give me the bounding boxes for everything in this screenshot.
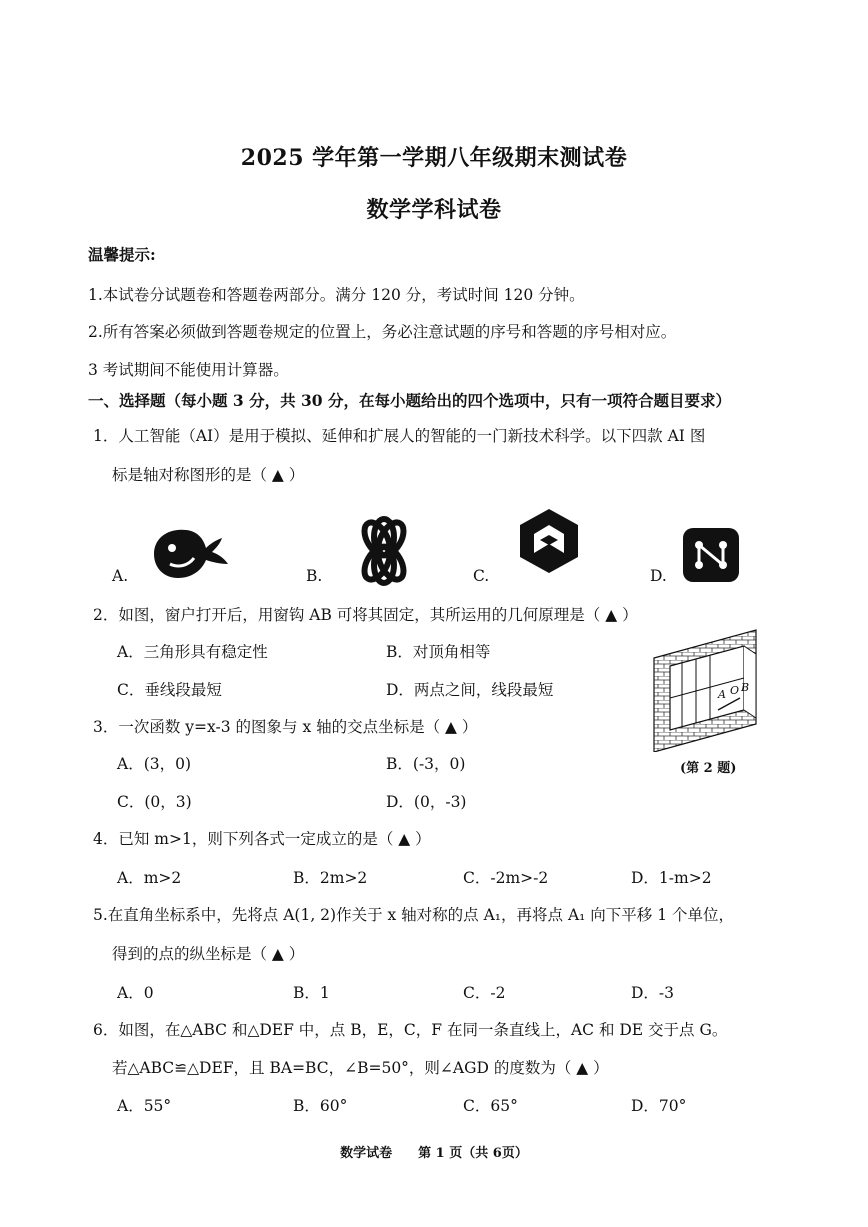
q1-stem-line1: 1．人工智能（AI）是用于模拟、延伸和扩展人的智能的一门新技术科学。以下四款 AI 图 xyxy=(93,427,706,445)
page-title: 2025 学年第一学期八年级期末测试卷 xyxy=(240,145,628,171)
figure-label-o: O xyxy=(730,684,740,697)
q2-option-a: A．三角形具有稳定性 xyxy=(117,643,268,661)
q4-stem: 4．已知 m>1，则下列各式一定成立的是（ ▲ ） xyxy=(93,830,431,848)
page-footer: 数学试卷 第 1 页（共 6页） xyxy=(340,1146,528,1161)
q2-stem: 2．如图，窗户打开后，用窗钩 AB 可将其固定，其所运用的几何原理是（ ▲ ） xyxy=(93,606,638,624)
q6-option-c: C．65° xyxy=(463,1097,518,1115)
q3-stem: 3．一次函数 y=x-3 的图象与 x 轴的交点坐标是（ ▲ ） xyxy=(93,718,478,736)
q1-option-a: A. xyxy=(112,567,129,585)
q5-option-d: D．-3 xyxy=(631,984,675,1002)
q4-option-b: B．2m>2 xyxy=(293,869,368,887)
q1-option-b: B. xyxy=(306,567,323,585)
figure-label-b: B xyxy=(741,681,750,694)
q3-option-b: B．(-3，0) xyxy=(386,755,466,773)
q1-option-d: D. xyxy=(650,567,667,585)
q4-option-d: D．1-m>2 xyxy=(631,869,712,887)
q6-stem-line1: 6．如图，在△ABC 和△DEF 中，点 B，E，C，F 在同一条直线上，AC 和 DE 交于点 G。 xyxy=(93,1021,728,1039)
figure-label-a: A xyxy=(718,688,726,701)
q5-stem-line1: 5.在直角坐标系中，先将点 A(1, 2)作关于 x 轴对称的点 A₁，再将点 A₁ 向下平移 1 个单位， xyxy=(93,906,734,924)
note-item-3: 3 考试期间不能使用计算器。 xyxy=(88,361,289,379)
q2-option-c: C．垂线段最短 xyxy=(117,681,222,699)
note-item-1: 1.本试卷分试题卷和答题卷两部分。满分 120 分，考试时间 120 分钟。 xyxy=(88,286,585,304)
q5-option-c: C．-2 xyxy=(463,984,506,1002)
q1-option-c: C. xyxy=(473,567,490,585)
q4-option-a: A．m>2 xyxy=(117,869,182,887)
nodes-logo-icon xyxy=(682,527,740,583)
knot-logo-icon xyxy=(348,515,420,587)
q4-option-c: C．-2m>-2 xyxy=(463,869,549,887)
q2-option-b: B．对顶角相等 xyxy=(386,643,491,661)
q5-stem-line2: 得到的点的纵坐标是（ ▲ ） xyxy=(112,945,305,963)
whale-logo-icon xyxy=(150,524,234,580)
page-subtitle: 数学学科试卷 xyxy=(366,197,502,223)
q6-option-b: B．60° xyxy=(293,1097,348,1115)
q3-option-a: A．(3，0) xyxy=(117,755,192,773)
q5-option-a: A．0 xyxy=(117,984,154,1002)
hexagon-logo-icon xyxy=(518,507,580,575)
figure-caption: (第 2 题) xyxy=(680,761,737,776)
q2-option-d: D．两点之间，线段最短 xyxy=(386,681,554,699)
q1-stem-line2: 标是轴对称图形的是（ ▲ ） xyxy=(112,466,305,484)
q3-option-d: D．(0，-3) xyxy=(386,793,467,811)
q6-option-d: D．70° xyxy=(631,1097,687,1115)
q5-option-b: B．1 xyxy=(293,984,330,1002)
q6-stem-line2: 若△ABC≌△DEF，且 BA=BC，∠B=50°，则∠AGD 的度数为（ ▲ ） xyxy=(112,1059,609,1077)
q6-option-a: A．55° xyxy=(117,1097,172,1115)
note-item-2: 2.所有答案必须做到答题卷规定的位置上，务必注意试题的序号和答题的序号相对应。 xyxy=(88,323,677,341)
notes-heading: 温馨提示: xyxy=(88,245,156,264)
section-heading: 一、选择题（每小题 3 分，共 30 分，在每小题给出的四个选项中，只有一项符合题目要求） xyxy=(88,391,731,410)
q3-option-c: C．(0，3) xyxy=(117,793,192,811)
